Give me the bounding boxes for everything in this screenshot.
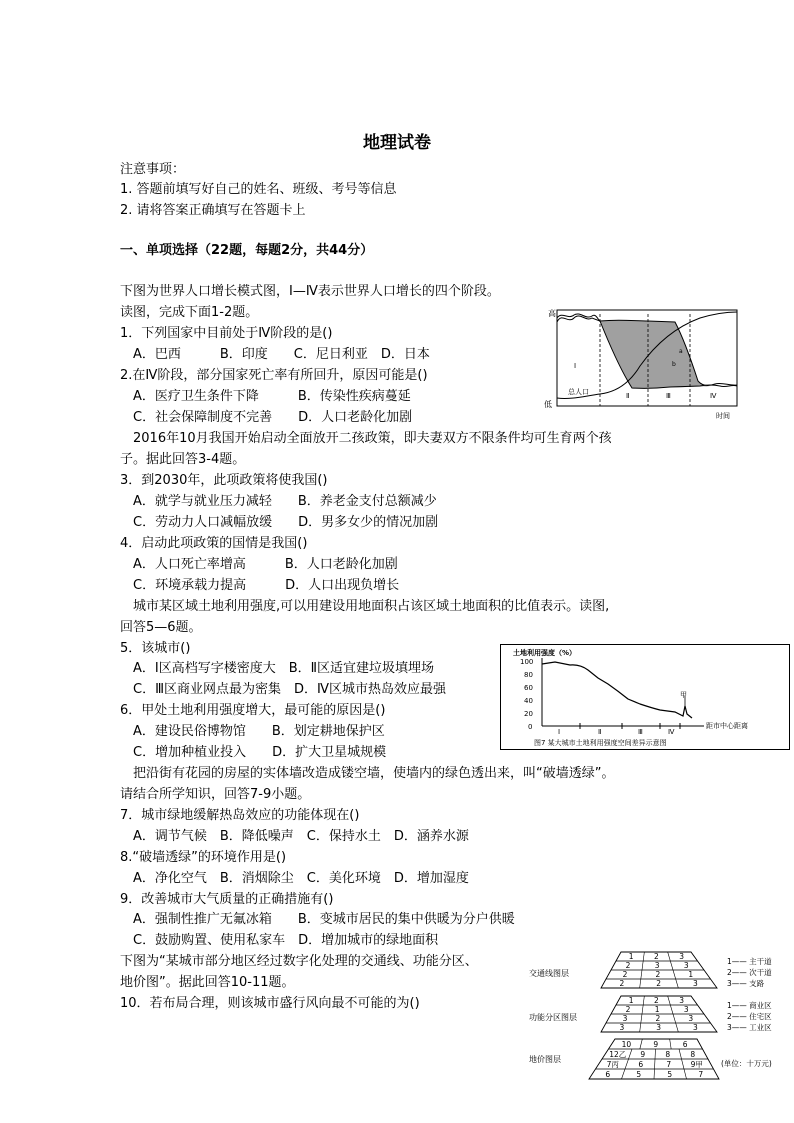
- q7-options: A．调节气候 B．降低噪声 C．保持水土 D．涵养水源: [133, 829, 469, 844]
- price-layer-column-line: [655, 1049, 656, 1059]
- traffic-layer-cell: 2: [622, 970, 628, 980]
- notice-item-1: 1. 答题前填写好自己的姓名、班级、考号等信息: [120, 182, 397, 197]
- q9-stem: 9．改善城市大气质量的正确措施有(): [120, 892, 334, 907]
- price-layer-cell: 7丙: [606, 1060, 619, 1069]
- tick-label-80: 80: [524, 671, 533, 679]
- function-layer-cell: 3: [619, 1023, 625, 1033]
- price-layer-cell: 7: [698, 1070, 704, 1079]
- city-layers-figure: [525, 948, 790, 1086]
- price-layer-column-line: [655, 1059, 656, 1069]
- q9-options-1: A．强制性推广无氟冰箱 B．变城市居民的集中供暖为分户供暖: [133, 912, 515, 927]
- price-layer-cell: 6: [638, 1060, 644, 1069]
- price-layer-cell: 5: [667, 1070, 673, 1079]
- page-title: 地理试卷: [363, 133, 431, 153]
- traffic-layer-column-line: [668, 952, 671, 961]
- intensity-curve: [542, 662, 692, 718]
- legend-traffic-1: 1—— 主干道: [727, 957, 772, 966]
- function-layer-cell: 1: [654, 1005, 660, 1015]
- intro5-line1: 下图为“某城市部分地区经过数字化处理的交通线、功能分区、: [120, 954, 478, 969]
- price-layer-column-line: [640, 1039, 643, 1049]
- price-layer-cell: 7: [666, 1060, 672, 1069]
- q6-options-2: C．增加种植业投入 D．扩大卫星城规模: [133, 745, 387, 760]
- stage-label-2: Ⅱ: [626, 392, 630, 400]
- tick-label-20: 20: [524, 710, 533, 718]
- q8-options: A．净化空气 B．消烟除尘 C．美化环境 D．增加湿度: [133, 871, 469, 886]
- y-axis-title: 土地利用强度（%）: [513, 649, 577, 657]
- function-layer-cell: 1: [628, 996, 634, 1006]
- curve-letter-b: b: [672, 361, 676, 368]
- price-unit-label: (单位：十万元): [721, 1059, 772, 1068]
- q4-options-1: A．人口死亡率增高 B．人口老龄化加剧: [133, 557, 398, 572]
- legend-function-1: 1—— 商业区: [727, 1001, 772, 1010]
- price-layer-cell: 10: [621, 1040, 632, 1049]
- function-layer-column-line: [673, 1014, 676, 1023]
- q1-options: A．巴西 B．印度 C．尼日利亚 D．日本: [133, 347, 430, 362]
- traffic-layer-column-line: [670, 961, 673, 970]
- traffic-layer-column-line: [676, 979, 679, 988]
- notice-heading: 注意事项：: [120, 162, 186, 177]
- zone-label-4: Ⅳ: [668, 728, 675, 736]
- gap-shaded-area: [600, 320, 712, 388]
- q7-stem: 7．城市绿地缓解热岛效应的功能体现在(): [120, 808, 360, 823]
- zone-label-1: Ⅰ: [558, 728, 561, 736]
- price-layer-cell: 12乙: [609, 1050, 627, 1059]
- traffic-layer-cell: 3: [654, 961, 660, 971]
- legend-function-2: 2—— 住宅区: [727, 1012, 772, 1021]
- intro4-line2: 请结合所学知识，回答7-9小题。: [120, 787, 311, 802]
- price-layer-cell: 9: [640, 1050, 646, 1059]
- q3-stem: 3．到2030年，此项政策将使我国(): [120, 473, 328, 488]
- traffic-layer-cell: 2: [653, 952, 659, 962]
- price-layer-column-line: [654, 1069, 655, 1079]
- function-layer-cell: 3: [656, 1023, 662, 1033]
- function-layer-cell: 3: [679, 996, 685, 1006]
- legend-function-3: 3—— 工业区: [727, 1023, 772, 1032]
- price-layer-column-line: [679, 1049, 682, 1059]
- traffic-layer-label: 交通线图层: [529, 969, 569, 978]
- intro3-line2: 回答5—6题。: [120, 620, 202, 635]
- q8-stem: 8.“破墙透绿”的环境作用是(): [120, 850, 287, 865]
- q6-options-1: A．建设民俗博物馆 B．划定耕地保护区: [133, 724, 385, 739]
- price-layer-cell: 6: [682, 1040, 688, 1049]
- x-axis-label: 距市中心距离: [706, 722, 748, 730]
- function-layer-cell: 3: [692, 1023, 698, 1033]
- traffic-layer-cell: 2: [656, 979, 662, 989]
- traffic-layer-cell: 2: [619, 979, 625, 989]
- jia-label: 甲: [680, 691, 687, 699]
- function-layer-column-line: [641, 1014, 642, 1023]
- price-layer-cell: 6: [605, 1070, 611, 1079]
- intro2-line2: 子。据此回答3-4题。: [120, 452, 246, 467]
- price-layer-cell: 9甲: [690, 1060, 703, 1069]
- q2-options-1: A．医疗卫生条件下降 B．传染性疾病蔓延: [133, 389, 411, 404]
- total-population-label: 总人口: [568, 388, 589, 396]
- tick-label-100: 100: [520, 658, 534, 666]
- traffic-layer-column-line: [640, 979, 641, 988]
- traffic-layer-column-line: [641, 970, 642, 979]
- function-layer-cell: 2: [653, 996, 659, 1006]
- function-layer-column-line: [643, 996, 644, 1005]
- price-layer-column-line: [682, 1059, 685, 1069]
- traffic-layer-grid: [601, 952, 717, 988]
- price-layer-label: 地价图层: [529, 1055, 561, 1064]
- q5-stem: 5．该城市(): [120, 641, 191, 656]
- function-layer-grid: [601, 996, 717, 1032]
- traffic-layer-cell: 3: [679, 952, 685, 962]
- q6-stem: 6．甲处土地利用强度增大，最可能的原因是(): [120, 703, 386, 718]
- q1-stem: 1．下列国家中目前处于Ⅳ阶段的是(): [120, 326, 333, 341]
- function-layer-column-line: [640, 1023, 641, 1032]
- land-use-intensity-figure: [500, 644, 790, 750]
- function-layer-label: 功能分区图层: [529, 1013, 577, 1022]
- price-layer-cell: 9: [653, 1040, 659, 1049]
- price-layer-cell: 5: [636, 1070, 642, 1079]
- intro1-line2: 读图，完成下面1-2题。: [120, 305, 259, 320]
- curve-letter-a: a: [679, 348, 683, 355]
- y-axis-ticks: [520, 658, 533, 731]
- price-layer-column-line: [622, 1069, 626, 1079]
- traffic-layer-cell: 1: [628, 952, 634, 962]
- traffic-layer-column-line: [642, 961, 643, 970]
- price-layer-column-line: [625, 1059, 629, 1069]
- intro2-line1: 2016年10月我国开始启动全面放开二孩政策，即夫妻双方不限条件均可生育两个孩: [133, 431, 612, 446]
- stage-label-3: Ⅲ: [666, 392, 671, 400]
- stage-label-1: Ⅰ: [574, 362, 577, 370]
- function-layer-cell: 2: [655, 1014, 661, 1024]
- population-growth-figure: [540, 306, 740, 426]
- traffic-layer-column-line: [673, 970, 676, 979]
- stage-label-4: Ⅳ: [710, 392, 717, 400]
- tick-label-60: 60: [524, 684, 533, 692]
- y-low-label: 低: [544, 400, 552, 409]
- price-layer-cell: 8: [690, 1050, 696, 1059]
- traffic-layer-cell: 1: [688, 970, 694, 980]
- q3-options-2: C．劳动力人口减幅放缓 D．男多女少的情况加剧: [133, 515, 439, 530]
- x-axis-label: 时间: [716, 412, 730, 420]
- function-layer-column-line: [642, 1005, 643, 1014]
- q2-options-2: C．社会保障制度不完善 D．人口老龄化加剧: [133, 410, 413, 425]
- intro3-line1: 城市某区域土地利用强度,可以用建设用地面积占该区域土地面积的比值表示。读图,: [133, 599, 610, 614]
- zone-label-2: Ⅱ: [598, 728, 602, 736]
- function-layer-column-line: [668, 996, 671, 1005]
- traffic-layer-column-line: [643, 952, 644, 961]
- zone-label-3: Ⅲ: [638, 728, 643, 736]
- q5-options-2: C．Ⅲ区商业网点最为密集 D．Ⅳ区城市热岛效应最强: [133, 682, 447, 697]
- figure-caption: 图7 某大城市土地利用强度空间差异示意图: [534, 739, 667, 747]
- function-layer-cell: 3: [688, 1014, 694, 1024]
- price-layer-grid: [589, 1039, 719, 1079]
- function-layer-cell: 2: [625, 1005, 631, 1015]
- q2-stem: 2.在Ⅳ阶段，部分国家死亡率有所回升，原因可能是(): [120, 368, 428, 383]
- function-layer-column-line: [670, 1005, 673, 1014]
- section-heading: 一、单项选择（22题，每题2分，共44分）: [120, 243, 374, 258]
- tick-label-40: 40: [524, 697, 533, 705]
- q4-options-2: C．环境承载力提高 D．人口出现负增长: [133, 578, 400, 593]
- figure-frame: [501, 645, 790, 750]
- function-layer-cell: 3: [683, 1005, 689, 1015]
- traffic-layer-cell: 2: [655, 970, 661, 980]
- q3-options-1: A．就学与就业压力减轻 B．养老金支付总额减少: [133, 494, 437, 509]
- intro4-line1: 把沿街有花园的房屋的实体墙改造成镂空墙，使墙内的绿色透出来，叫“破墙透绿”。: [133, 766, 615, 781]
- intro5-line2: 地价图”。据此回答10-11题。: [120, 975, 295, 990]
- price-layer-cell: 8: [665, 1050, 671, 1059]
- legend-traffic-2: 2—— 次干道: [727, 968, 772, 977]
- q9-options-2: C．鼓励购置、使用私家车 D．增加城市的绿地面积: [133, 933, 439, 948]
- price-layer-column-line: [670, 1039, 672, 1049]
- tick-label-0: 0: [528, 723, 533, 731]
- price-layer-column-line: [629, 1049, 633, 1059]
- q4-stem: 4．启动此项政策的国情是我国(): [120, 536, 308, 551]
- q5-options-1: A．Ⅰ区高档写字楼密度大 B．Ⅱ区适宜建垃圾填埋场: [133, 661, 435, 676]
- price-layer-column-line: [684, 1069, 687, 1079]
- notice-item-2: 2. 请将答案正确填写在答题卡上: [120, 203, 306, 218]
- traffic-layer-cell: 2: [625, 961, 631, 971]
- function-layer-column-line: [676, 1023, 679, 1032]
- legend-traffic-3: 3—— 支路: [727, 979, 765, 988]
- y-high-label: 高: [548, 309, 556, 318]
- traffic-layer-cell: 3: [692, 979, 698, 989]
- intro1-line1: 下图为世界人口增长模式图，Ⅰ—Ⅳ表示世界人口增长的四个阶段。: [120, 284, 500, 299]
- traffic-layer-cell: 3: [683, 961, 689, 971]
- function-layer-cell: 3: [622, 1014, 628, 1024]
- q10-stem: 10．若布局合理，则该城市盛行风向最不可能的为(): [120, 996, 420, 1011]
